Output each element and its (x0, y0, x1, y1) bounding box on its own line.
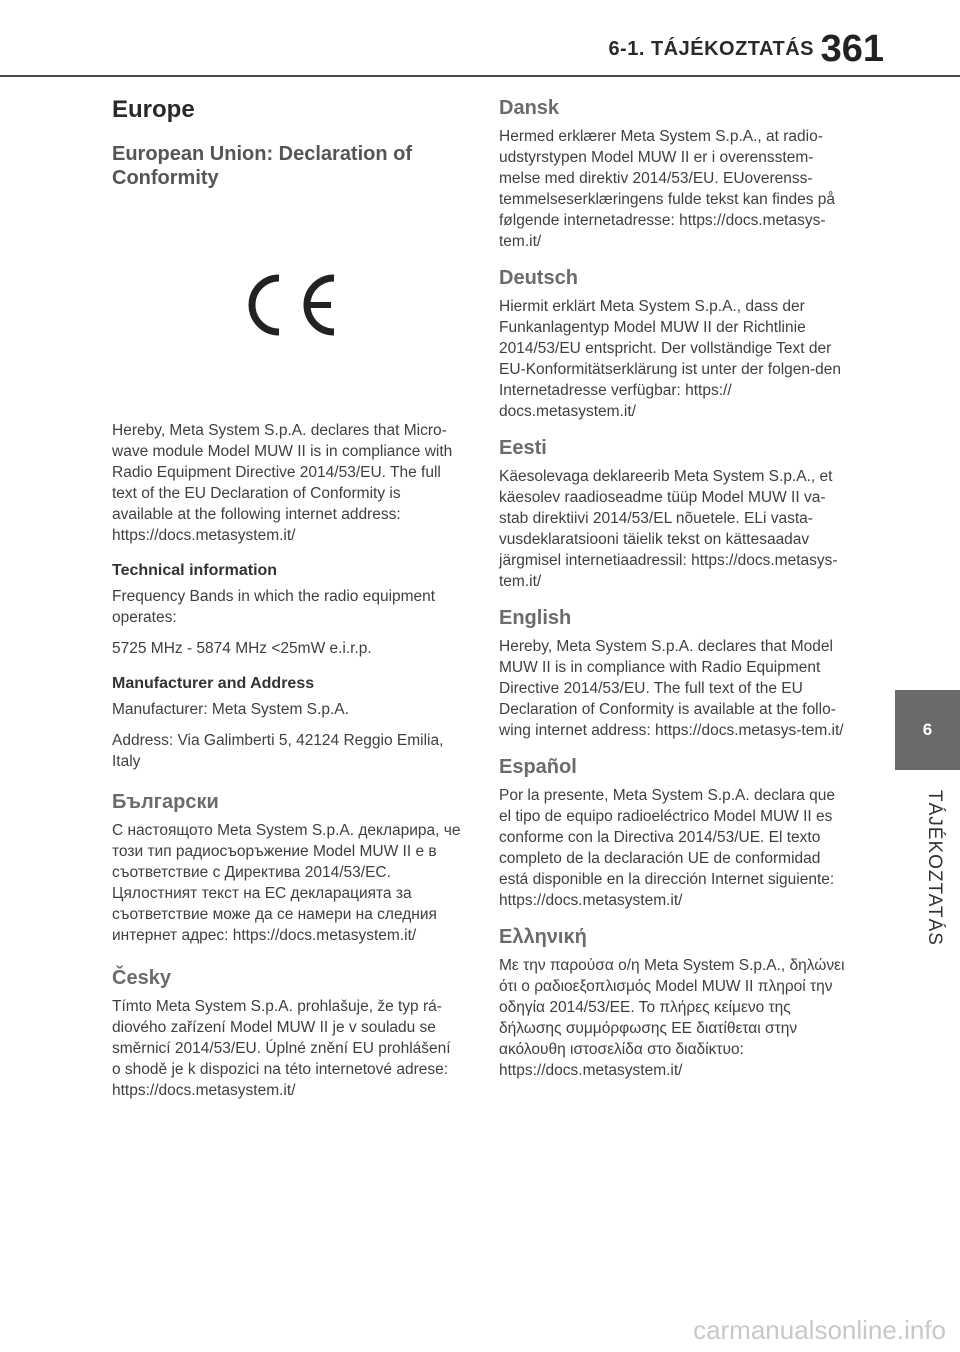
page-heading: Europe (112, 96, 195, 123)
lang-text-de: Hiermit erklärt Meta System S.p.A., dass der Funkanlagentyp Model MUW II der Richtlinie 2014/53/EU entspricht. Der vollständige Text der EU-Konformitätserklärung ist unter der folgen-den Internetadresse verfügbar: https:// docs.metasystem.it/ (499, 298, 842, 420)
lang-text-bg: С настоящото Meta System S.p.A. декларира, че този тип радиосъоръжение Model MUW II е в съответствие с Директива 2014/53/ЕС. Цялостният текст на ЕС декларацията за съответствие може да се намери на следния интернет адрес: https://docs.metasystem.it/ (112, 822, 461, 944)
lang-text-el: Με την παρούσα ο/η Meta System S.p.A., δηλώνει ότι ο ραδιοεξοπλισμός Model MUW II πληροί την οδηγία 2014/53/ΕΕ. Το πλήρες κείμενο της δήλωσης συμμόρφωσης ΕΕ διατίθεται στην ακόλουθη ιστοσελίδα στο διαδίκτυο: https://docs.metasystem.it/ (499, 957, 845, 1079)
lang-heading-et: Eesti (499, 437, 547, 459)
watermark: carmanualsonline.info (693, 1315, 946, 1345)
lang-heading-da: Dansk (499, 97, 560, 119)
header-divider (0, 75, 960, 77)
lang-heading-en: English (499, 607, 572, 629)
lang-text-da: Hermed erklærer Meta System S.p.A., at radio-udstyrstypen Model MUW II er i overensstem-melse med direktiv 2014/53/EU. EUoverenss-temmelseserklæringens fulde tekst kan findes på følgende internetadresse: https://docs.metasys-tem.it/ (499, 128, 835, 250)
section-title: 6-1. TÁJÉKOZTATÁS (608, 38, 814, 60)
section-heading: European Union: Declaration of Conformity (112, 143, 413, 189)
tech-value: 5725 MHz - 5874 MHz <25mW e.i.r.p. (112, 640, 372, 657)
manufacturer-text: Manufacturer: Meta System S.p.A. (112, 701, 349, 718)
lang-heading-el: Ελληνική (499, 926, 587, 948)
chapter-tab (895, 690, 960, 770)
lang-text-et: Käesolevaga deklareerib Meta System S.p.A., et käesolev raadioseadme tüüp Model MUW II va-stab direktiivi 2014/53/EL nõuetele. ELi vasta-vusdeklaratsiooni täielik tekst on kättesaadav järgmisel internetiaadressil: https://docs.metasys-tem.it/ (499, 468, 838, 590)
lang-text-en: Hereby, Meta System S.p.A. declares that Model MUW II is in compliance with Radio Equipment Directive 2014/53/EU. The full text of the EU Declaration of Conformity is available at the follo-wing internet address: https://docs.metasys-tem.it/ (499, 638, 844, 739)
lang-text-es: Por la presente, Meta System S.p.A. declara que el tipo de equipo radioeléctrico Model MUW II es conforme con la Directiva 2014/53/UE. El texto completo de la declaración UE de conformidad está disponible en la dirección Internet siguiente: https://docs.metasystem.it/ (499, 787, 836, 909)
chapter-number: 6 (922, 720, 933, 739)
ce-mark (112, 190, 462, 420)
page-number: 361 (820, 28, 884, 70)
tech-heading: Technical information (112, 562, 278, 579)
ce-mark-icon (237, 272, 337, 338)
manufacturer-heading: Manufacturer and Address (112, 675, 315, 692)
lang-heading-es: Español (499, 756, 577, 778)
lang-text-cs: Tímto Meta System S.p.A. prohlašuje, že typ rá-diového zařízení Model MUW II je v souladu se směrnicí 2014/53/EU. Úplné znění EU prohlášení o shodě je k dispozici na této internetové adrese: https://docs.metasystem.it/ (112, 998, 451, 1099)
lang-heading-de: Deutsch (499, 267, 578, 289)
manufacturer-address: Address: Via Galimberti 5, 42124 Reggio Emilia, Italy (112, 732, 444, 770)
tech-text: Frequency Bands in which the radio equipment operates: (112, 588, 436, 626)
right-column (499, 96, 849, 1095)
lang-heading-cs: Česky (112, 967, 171, 989)
intro-text: Hereby, Meta System S.p.A. declares that Micro-wave module Model MUW II is in compliance with Radio Equipment Directive 2014/53/EU. The full text of the EU Declaration of Conformity is available at the following internet address: https://docs.metasystem.it/ (112, 422, 453, 544)
chapter-label: TÁJÉKOZTATÁS (924, 790, 945, 946)
lang-heading-bg: Български (112, 791, 219, 813)
left-column (112, 96, 462, 1115)
